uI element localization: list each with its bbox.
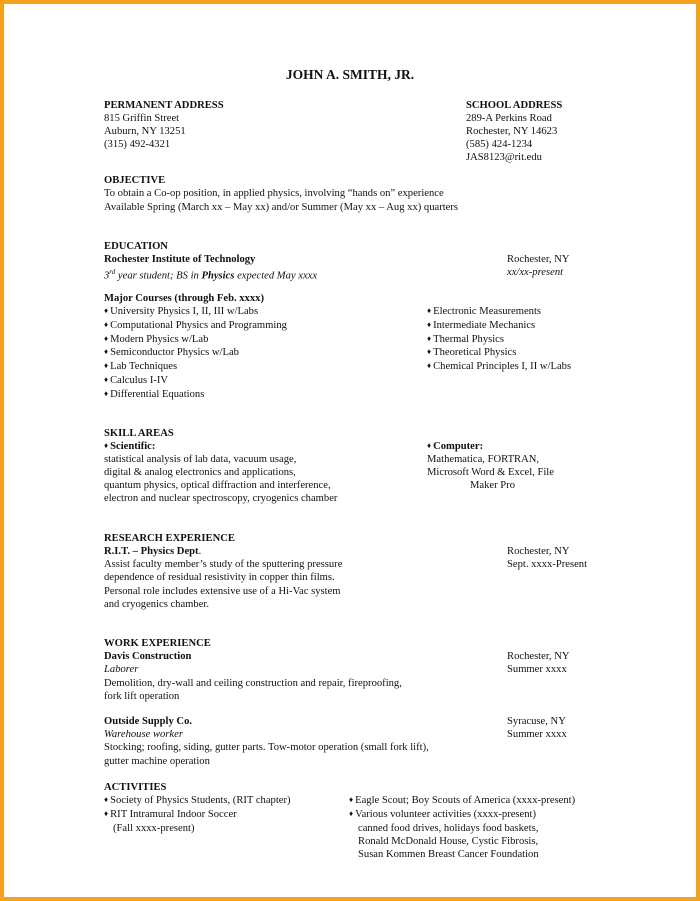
job-line: gutter machine operation bbox=[104, 756, 210, 767]
courses-heading: Major Courses (through Feb. xxxx) bbox=[104, 293, 264, 304]
education-degree: 3rd year student; BS in Physics expected May xxxx bbox=[104, 268, 318, 282]
skills-scientific-line: quantum physics, optical diffraction and interference, bbox=[104, 480, 331, 491]
permanent-city: Auburn, NY 13251 bbox=[104, 126, 186, 137]
list-item: ♦ Calculus I-IV bbox=[104, 374, 287, 388]
job-dates: Summer xxxx bbox=[507, 729, 567, 740]
job-dates: Summer xxxx bbox=[507, 664, 567, 675]
job-location: Syracuse, NY bbox=[507, 716, 566, 727]
courses-left-list bbox=[104, 305, 287, 402]
research-line: and cryogenics chamber. bbox=[104, 599, 210, 610]
skills-scientific-line: statistical analysis of lab data, vacuum usage, bbox=[104, 454, 297, 465]
research-line: Personal role includes extensive use of a Hi-Vac system bbox=[104, 586, 341, 597]
job-line: Stocking; roofing, siding, gutter parts. Tow-motor operation (small fork lift), bbox=[104, 742, 429, 753]
job-title: Warehouse worker bbox=[104, 729, 183, 740]
research-dates: Sept. xxxx-Present bbox=[507, 559, 588, 570]
list-item: ♦ Eagle Scout; Boy Scouts of America (xxxx-present) bbox=[349, 794, 575, 808]
skills-heading: SKILL AREAS bbox=[104, 428, 174, 439]
objective-heading: OBJECTIVE bbox=[104, 175, 166, 186]
research-org: R.I.T. – Physics Dept. bbox=[104, 546, 202, 557]
skills-computer-line: Maker Pro bbox=[470, 480, 516, 491]
list-item: ♦ Theoretical Physics bbox=[427, 346, 571, 360]
list-item: ♦ Thermal Physics bbox=[427, 333, 571, 347]
job-company: Outside Supply Co. bbox=[104, 716, 193, 727]
activities-right-cont: canned food drives, holidays food baskets, bbox=[358, 823, 539, 834]
list-item: ♦ Computational Physics and Programming bbox=[104, 319, 287, 333]
activities-heading: ACTIVITIES bbox=[104, 782, 167, 793]
list-item: ♦ Differential Equations bbox=[104, 388, 287, 402]
skills-scientific-line: digital & analog electronics and applications, bbox=[104, 467, 296, 478]
list-item: ♦ University Physics I, II, III w/Labs bbox=[104, 305, 287, 319]
education-heading: EDUCATION bbox=[104, 241, 168, 252]
list-item: ♦ Lab Techniques bbox=[104, 360, 287, 374]
job-company: Davis Construction bbox=[104, 651, 192, 662]
school-email[interactable]: JAS8123@rit.edu bbox=[466, 152, 542, 163]
resume-name: JOHN A. SMITH, JR. bbox=[285, 67, 415, 82]
activities-left-list bbox=[104, 794, 291, 822]
job-line: fork lift operation bbox=[104, 691, 180, 702]
permanent-address-heading: PERMANENT ADDRESS bbox=[104, 100, 224, 111]
activities-left-cont: (Fall xxxx-present) bbox=[113, 823, 195, 834]
education-dates: xx/xx-present bbox=[507, 267, 564, 278]
objective-line-2: Available Spring (March xx – May xx) and/or Summer (May xx – Aug xx) quarters bbox=[104, 202, 459, 213]
skills-scientific-line: electron and nuclear spectroscopy, cryogenics chamber bbox=[104, 493, 338, 504]
research-line: Assist faculty member’s study of the sputtering pressure bbox=[104, 559, 343, 570]
list-item: ♦ Electronic Measurements bbox=[427, 305, 571, 319]
skills-computer-line: Microsoft Word & Excel, File bbox=[427, 467, 554, 478]
courses-right-list bbox=[427, 305, 571, 374]
research-location: Rochester, NY bbox=[507, 546, 570, 557]
activities-right-cont: Susan Kommen Breast Cancer Foundation bbox=[358, 849, 539, 860]
list-item: ♦ Society of Physics Students, (RIT chapter) bbox=[104, 794, 291, 808]
job-location: Rochester, NY bbox=[507, 651, 570, 662]
objective-line-1: To obtain a Co-op position, in applied physics, involving “hands on” experience bbox=[104, 188, 444, 199]
work-heading: WORK EXPERIENCE bbox=[104, 638, 211, 649]
school-street: 289-A Perkins Road bbox=[466, 113, 552, 124]
school-address-heading: SCHOOL ADDRESS bbox=[466, 100, 563, 111]
job-title: Laborer bbox=[104, 664, 139, 675]
education-location: Rochester, NY bbox=[507, 254, 570, 265]
school-phone: (585) 424-1234 bbox=[466, 139, 533, 150]
education-school: Rochester Institute of Technology bbox=[104, 254, 256, 265]
permanent-phone: (315) 492-4321 bbox=[104, 139, 171, 150]
list-item: ♦ Semiconductor Physics w/Lab bbox=[104, 346, 287, 360]
list-item: ♦ Intermediate Mechanics bbox=[427, 319, 571, 333]
list-item: ♦ Various volunteer activities (xxxx-present) bbox=[349, 808, 575, 822]
research-heading: RESEARCH EXPERIENCE bbox=[104, 533, 235, 544]
job-line: Demolition, dry-wall and ceiling construction and repair, fireproofing, bbox=[104, 678, 402, 689]
research-line: dependence of residual resistivity in copper thin films. bbox=[104, 572, 335, 583]
school-city: Rochester, NY 14623 bbox=[466, 126, 558, 137]
skills-scientific-label: ♦ Scientific: bbox=[104, 440, 155, 454]
list-item: ♦ Modern Physics w/Lab bbox=[104, 333, 287, 347]
permanent-street: 815 Griffin Street bbox=[104, 113, 180, 124]
skills-computer-line: Mathematica, FORTRAN, bbox=[427, 454, 540, 465]
list-item: ♦ Chemical Principles I, II w/Labs bbox=[427, 360, 571, 374]
activities-right-list bbox=[349, 794, 575, 822]
skills-computer-label: ♦ Computer: bbox=[427, 440, 483, 454]
activities-right-cont: Ronald McDonald House, Cystic Fibrosis, bbox=[358, 836, 539, 847]
list-item: ♦ RIT Intramural Indoor Soccer bbox=[104, 808, 291, 822]
